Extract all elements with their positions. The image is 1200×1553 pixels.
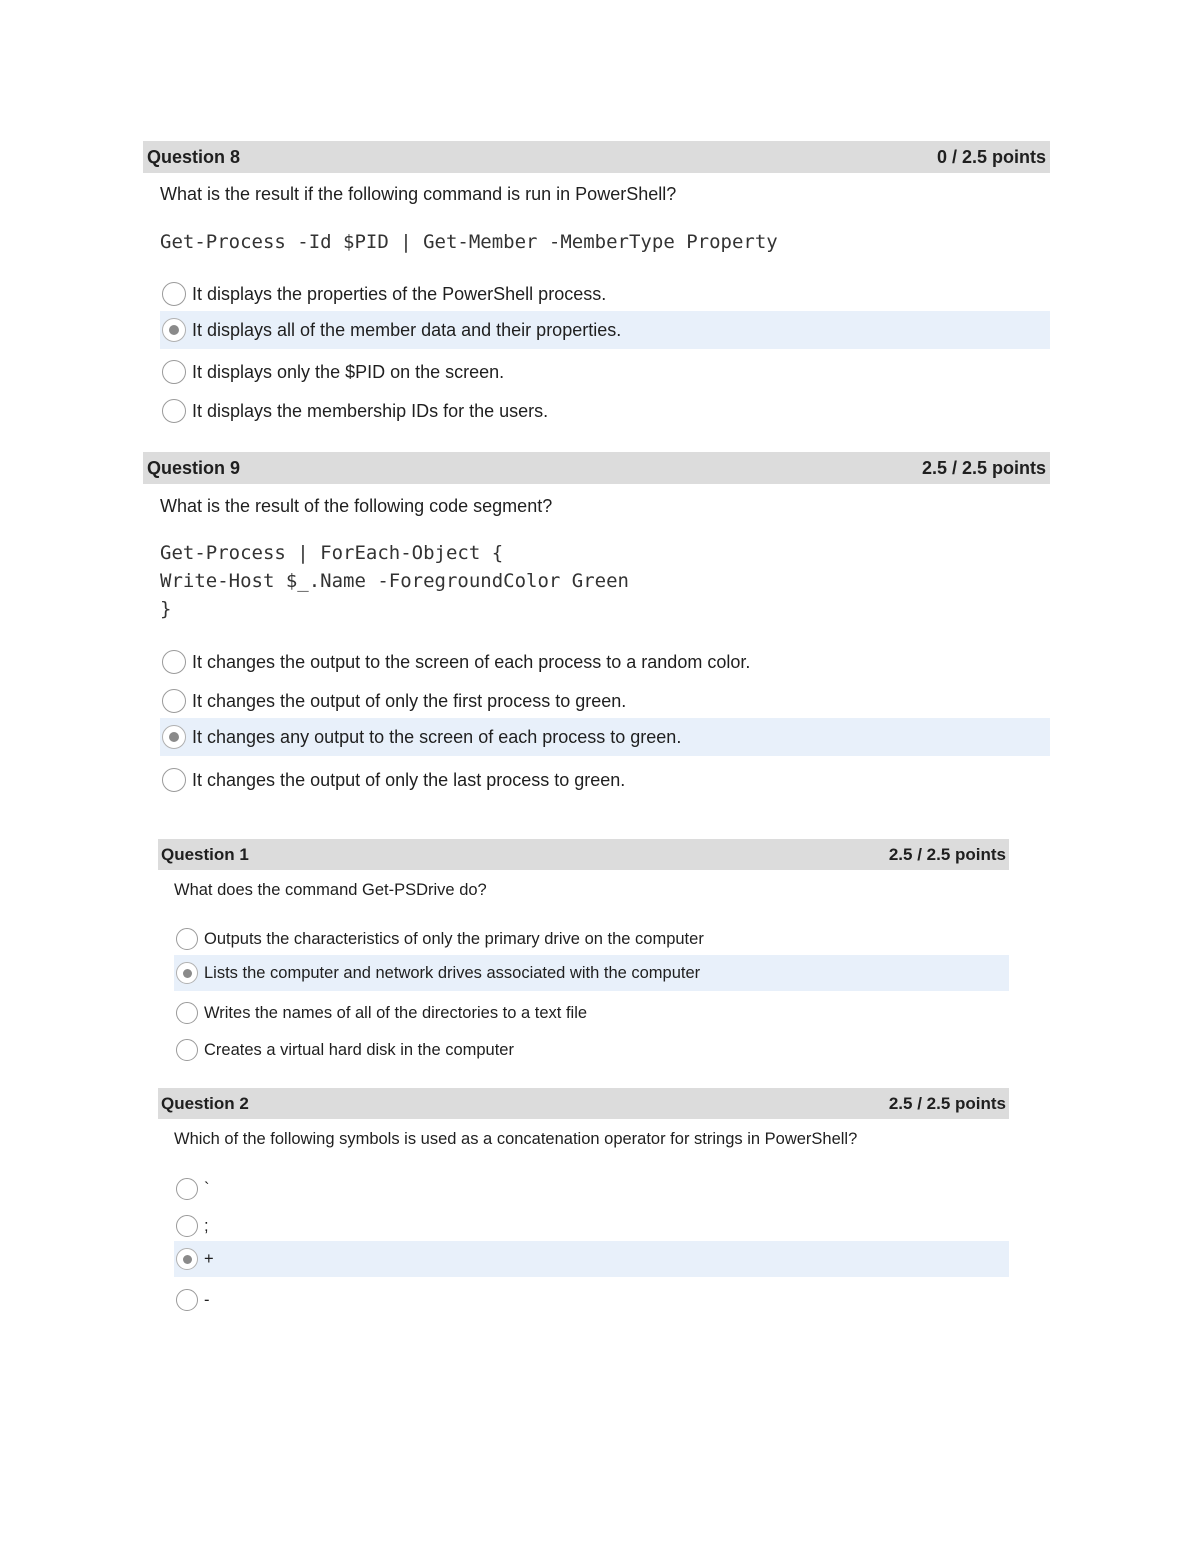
- answer-label: Creates a virtual hard disk in the computer: [204, 1040, 514, 1059]
- question-points: 0 / 2.5 points: [936, 146, 1046, 167]
- question-title: Question 2: [161, 1093, 249, 1113]
- answer-option-selected[interactable]: [160, 311, 1050, 349]
- radio-empty-icon[interactable]: [162, 282, 186, 306]
- answer-label: It changes any output to the screen of each process to green.: [192, 726, 682, 747]
- answer-label: It changes the output of only the last process to green.: [192, 769, 626, 790]
- radio-empty-icon[interactable]: [162, 650, 186, 674]
- answer-label: It displays the membership IDs for the users.: [192, 400, 549, 421]
- radio-empty-icon[interactable]: [162, 768, 186, 792]
- radio-empty-icon[interactable]: [176, 1215, 198, 1237]
- radio-filled-icon[interactable]: [176, 962, 198, 984]
- answer-label: It changes the output of only the first process to green.: [192, 690, 627, 711]
- code-line: }: [160, 598, 172, 620]
- radio-empty-icon[interactable]: [176, 1178, 198, 1200]
- answer-option[interactable]: [160, 353, 1050, 391]
- code-line: Get-Process -Id $PID | Get-Member -MemberType Property: [160, 231, 778, 253]
- question-text: What is the result of the following code segment?: [160, 496, 553, 516]
- question-title: Question 9: [147, 457, 241, 478]
- radio-empty-icon[interactable]: [162, 399, 186, 423]
- answer-label: Outputs the characteristics of only the primary drive on the computer: [204, 929, 704, 948]
- question-text: What is the result if the following command is run in PowerShell?: [160, 184, 677, 204]
- answer-label: Writes the names of all of the directories to a text file: [204, 1003, 588, 1022]
- answer-option[interactable]: [174, 1032, 1009, 1068]
- question-points: 2.5 / 2.5 points: [888, 844, 1006, 864]
- question-header: [158, 1088, 1009, 1119]
- radio-empty-icon[interactable]: [176, 1289, 198, 1311]
- question-points: 2.5 / 2.5 points: [888, 1093, 1006, 1113]
- radio-filled-icon[interactable]: [162, 318, 186, 342]
- radio-filled-icon[interactable]: [176, 1248, 198, 1270]
- question-title: Question 8: [147, 146, 241, 167]
- answer-label: Lists the computer and network drives associated with the computer: [204, 963, 701, 982]
- answer-label: +: [204, 1249, 214, 1268]
- answer-option[interactable]: [174, 1171, 1009, 1207]
- radio-empty-icon[interactable]: [162, 360, 186, 384]
- answer-option[interactable]: [160, 682, 1050, 720]
- code-line: Get-Process | ForEach-Object {: [160, 542, 504, 564]
- answer-option[interactable]: [174, 1282, 1009, 1318]
- answer-option-selected[interactable]: [160, 718, 1050, 756]
- answer-option[interactable]: [160, 275, 1050, 313]
- answer-option[interactable]: [174, 995, 1009, 1031]
- answer-label: ;: [204, 1216, 209, 1235]
- answer-option-selected[interactable]: [174, 1241, 1009, 1277]
- radio-empty-icon[interactable]: [176, 928, 198, 950]
- question-text: What does the command Get-PSDrive do?: [174, 881, 487, 899]
- radio-empty-icon[interactable]: [176, 1039, 198, 1061]
- radio-empty-icon[interactable]: [176, 1002, 198, 1024]
- code-line: Write-Host $_.Name -ForegroundColor Green: [160, 570, 629, 592]
- answer-option[interactable]: [174, 921, 1009, 957]
- answer-label: `: [204, 1179, 210, 1198]
- question-header: [143, 141, 1050, 173]
- answer-option-selected[interactable]: [174, 955, 1009, 991]
- answer-option[interactable]: [160, 392, 1050, 430]
- question-points: 2.5 / 2.5 points: [921, 457, 1046, 478]
- question-header: [158, 839, 1009, 870]
- answer-label: -: [204, 1290, 210, 1309]
- answer-label: It displays all of the member data and their properties.: [192, 319, 622, 340]
- question-title: Question 1: [161, 844, 249, 864]
- answer-label: It displays only the $PID on the screen.: [192, 361, 505, 382]
- answer-option[interactable]: [160, 761, 1050, 799]
- question-header: [143, 452, 1050, 484]
- answer-label: It changes the output to the screen of each process to a random color.: [192, 651, 751, 672]
- radio-filled-icon[interactable]: [162, 725, 186, 749]
- question-text: Which of the following symbols is used as a concatenation operator for strings in PowerShell?: [174, 1130, 858, 1148]
- radio-empty-icon[interactable]: [162, 689, 186, 713]
- answer-option[interactable]: [174, 1208, 1009, 1244]
- answer-label: It displays the properties of the PowerShell process.: [192, 283, 607, 304]
- answer-option[interactable]: [160, 643, 1050, 681]
